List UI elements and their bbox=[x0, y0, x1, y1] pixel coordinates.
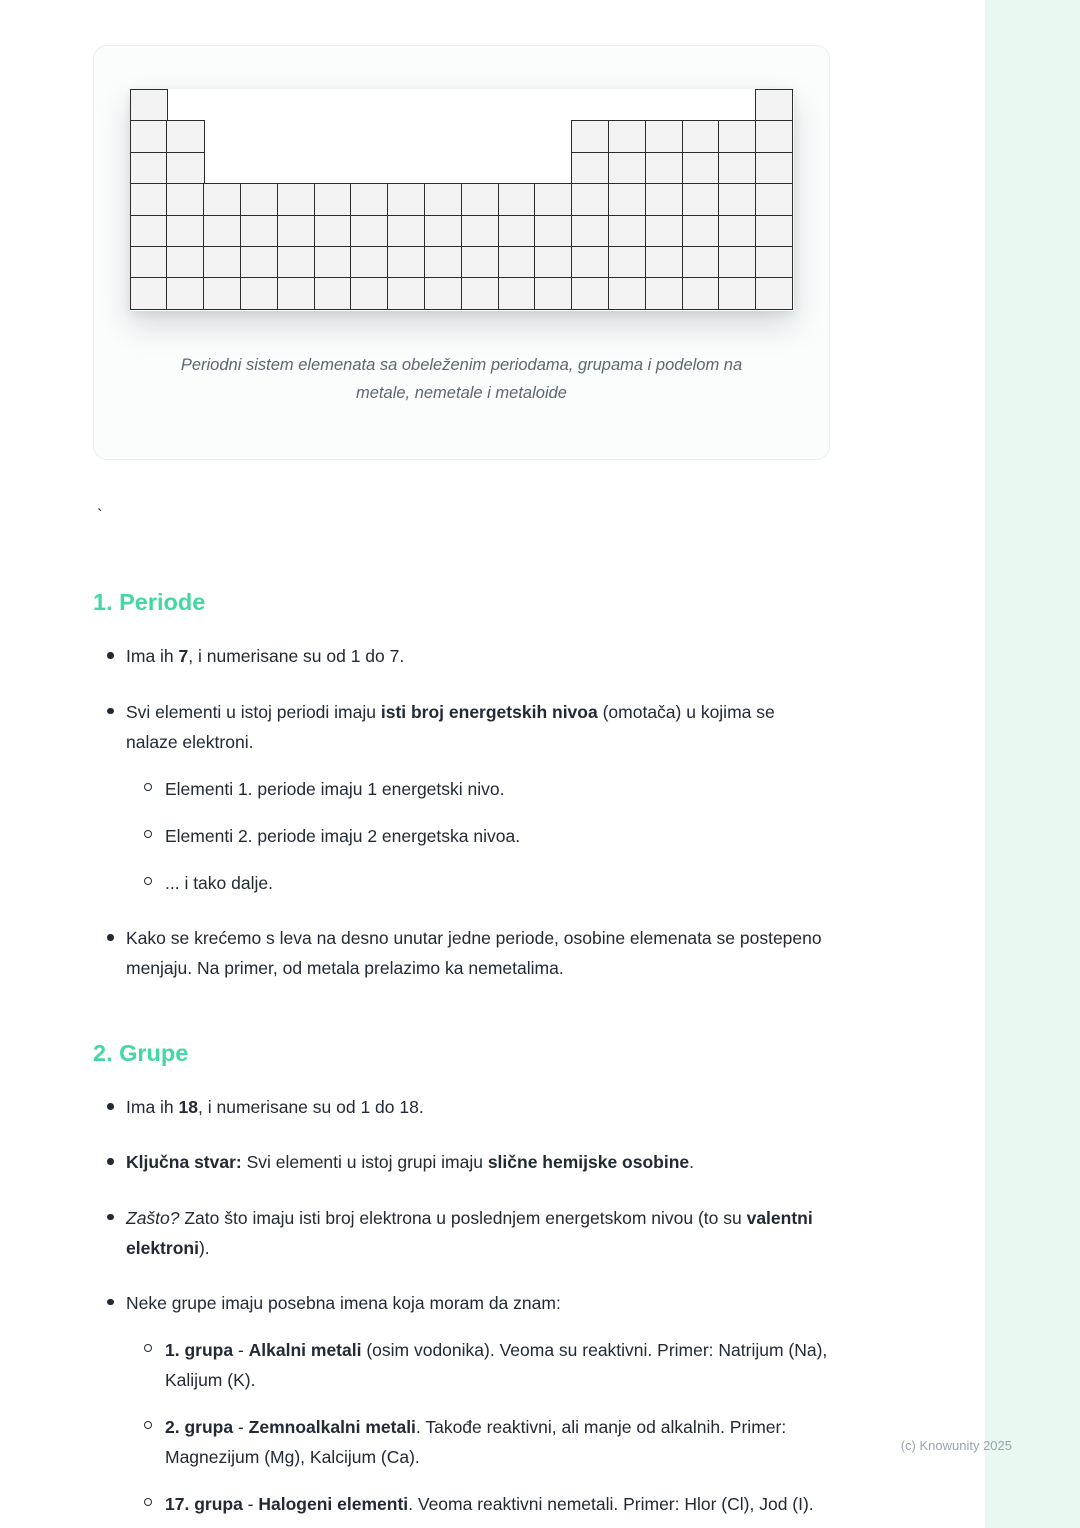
periodic-table-cell bbox=[571, 246, 609, 279]
periodic-table-cell bbox=[350, 246, 388, 279]
periodic-table-cell bbox=[755, 246, 793, 279]
periodic-table-cell bbox=[277, 215, 315, 248]
periodic-table-cell bbox=[755, 215, 793, 248]
periodic-table-cell bbox=[608, 246, 646, 279]
periodic-table-cell bbox=[130, 89, 168, 122]
periodic-table-cell bbox=[350, 277, 388, 310]
text-segment: Alkalni metali bbox=[248, 1339, 362, 1360]
bullet-text bbox=[126, 1203, 830, 1263]
periodic-table-cell bbox=[203, 277, 241, 310]
figure-caption-line1: Periodni sistem elemenata sa obeleženim periodama, grupama i podelom na bbox=[180, 355, 743, 374]
periodic-table-cell bbox=[682, 152, 720, 185]
periodic-table-cell bbox=[314, 215, 352, 248]
text-segment: slične hemijske osobine bbox=[487, 1152, 690, 1173]
text-segment: Zemnoalkalni metali bbox=[248, 1417, 416, 1438]
sub-bullet-item bbox=[144, 1489, 830, 1519]
sub-bullet-text bbox=[165, 1412, 830, 1472]
bullet-list bbox=[93, 641, 830, 983]
text-segment: ). bbox=[198, 1237, 210, 1258]
text-segment: Ima ih bbox=[126, 646, 179, 667]
bullet-item bbox=[107, 1203, 830, 1263]
text-segment: 17. grupa bbox=[165, 1494, 243, 1515]
text-segment: (osim vodonika). Veoma su reaktivni. Primer: Natrijum (Na), Kalijum (K). bbox=[165, 1339, 828, 1390]
periodic-table-cell bbox=[498, 277, 536, 310]
bullet-text bbox=[126, 641, 830, 671]
periodic-table-cell bbox=[682, 215, 720, 248]
bullet-item bbox=[107, 1147, 830, 1177]
sub-bullet-text bbox=[165, 868, 830, 898]
periodic-table-cell bbox=[682, 183, 720, 216]
text-segment: . Takođe reaktivni, ali manje od alkalnih. Primer: Magnezijum (Mg), Kalcijum (Ca). bbox=[165, 1417, 787, 1468]
text-segment: 18 bbox=[178, 1097, 198, 1118]
sub-bullet-item bbox=[144, 1335, 830, 1395]
bullet-text bbox=[126, 1147, 830, 1177]
periodic-table-cell bbox=[461, 277, 499, 310]
periodic-table-cell bbox=[498, 246, 536, 279]
bullet-text bbox=[126, 1288, 830, 1318]
periodic-table-cell bbox=[387, 183, 425, 216]
periodic-table-cell bbox=[240, 183, 278, 216]
periodic-table-cell bbox=[682, 120, 720, 153]
text-segment: Kako se krećemo s leva na desno unutar jedne periode, osobine elemenata se postepeno menjaju. Na primer, od metala prelazimo ka nemetalima. bbox=[126, 928, 822, 979]
periodic-table-cell bbox=[203, 246, 241, 279]
periodic-table-cell bbox=[130, 120, 168, 153]
sub-bullet-text bbox=[165, 1335, 830, 1395]
periodic-table-cell bbox=[166, 183, 204, 216]
periodic-table-cell bbox=[718, 246, 756, 279]
periodic-table-cell bbox=[166, 215, 204, 248]
side-strip bbox=[985, 0, 1080, 1528]
periodic-table-cell bbox=[718, 120, 756, 153]
periodic-table-cell bbox=[424, 215, 462, 248]
periodic-table-cell bbox=[755, 152, 793, 185]
text-segment: valentni elektroni bbox=[126, 1207, 813, 1258]
periodic-table-cell bbox=[166, 246, 204, 279]
periodic-table-cell bbox=[424, 246, 462, 279]
periodic-table-figure bbox=[130, 89, 794, 311]
text-segment: Ključna stvar: bbox=[126, 1152, 242, 1173]
figure-caption-line2: metale, nemetale i metaloide bbox=[356, 383, 567, 402]
bullet-item bbox=[107, 641, 830, 671]
periodic-table-cell bbox=[755, 183, 793, 216]
sub-bullet-item bbox=[144, 821, 830, 851]
periodic-table-cell bbox=[203, 215, 241, 248]
periodic-table-cell bbox=[571, 152, 609, 185]
text-segment: Halogeni elementi bbox=[258, 1494, 409, 1515]
periodic-table-cell bbox=[314, 277, 352, 310]
periodic-table-cell bbox=[571, 277, 609, 310]
sub-bullet-item bbox=[144, 774, 830, 804]
periodic-table-cell bbox=[130, 152, 168, 185]
text-segment: . Veoma reaktivni nemetali. Primer: Hlor (Cl), Jod (I). bbox=[408, 1494, 814, 1515]
periodic-table-cell bbox=[645, 152, 683, 185]
periodic-table-cell bbox=[645, 215, 683, 248]
periodic-table-card bbox=[93, 45, 830, 460]
sections bbox=[93, 588, 830, 1519]
text-segment: , i numerisane su od 1 do 18. bbox=[198, 1097, 424, 1118]
periodic-table-cell bbox=[682, 277, 720, 310]
bullet-list bbox=[93, 1092, 830, 1519]
periodic-table-cell bbox=[424, 277, 462, 310]
bullet-text bbox=[126, 697, 830, 757]
text-segment: Zašto? bbox=[126, 1207, 180, 1228]
periodic-table-cell bbox=[461, 215, 499, 248]
periodic-table-cell bbox=[240, 246, 278, 279]
periodic-table-cell bbox=[277, 183, 315, 216]
periodic-table-cell bbox=[571, 120, 609, 153]
sub-bullet-text bbox=[165, 1489, 830, 1519]
text-segment: ... i tako dalje. bbox=[165, 872, 273, 893]
periodic-table-cell bbox=[387, 215, 425, 248]
bullet-item bbox=[107, 923, 830, 983]
periodic-table-cell bbox=[718, 152, 756, 185]
periodic-table-cell bbox=[645, 183, 683, 216]
periodic-table-cell bbox=[755, 89, 793, 122]
periodic-table-cell bbox=[718, 215, 756, 248]
periodic-table-cell bbox=[314, 246, 352, 279]
text-segment: . bbox=[689, 1152, 695, 1173]
periodic-table-cell bbox=[571, 183, 609, 216]
periodic-table-cell bbox=[461, 183, 499, 216]
periodic-table-cell bbox=[498, 183, 536, 216]
periodic-table-cell bbox=[387, 277, 425, 310]
sub-bullet-list bbox=[126, 1335, 830, 1519]
periodic-table-cell bbox=[350, 183, 388, 216]
periodic-table-cell bbox=[130, 246, 168, 279]
text-segment: Neke grupe imaju posebna imena koja moram da znam: bbox=[126, 1292, 561, 1313]
periodic-table-cell bbox=[166, 120, 204, 153]
periodic-table-cell bbox=[203, 183, 241, 216]
bullet-item bbox=[107, 697, 830, 898]
periodic-table-cell bbox=[387, 246, 425, 279]
periodic-table-cell bbox=[534, 183, 572, 216]
bullet-item bbox=[107, 1092, 830, 1122]
periodic-table-cell bbox=[461, 246, 499, 279]
text-segment: 7 bbox=[178, 646, 189, 667]
periodic-table-cell bbox=[645, 277, 683, 310]
sub-bullet-text bbox=[165, 821, 830, 851]
sub-bullet-text bbox=[165, 774, 830, 804]
periodic-table-cell bbox=[130, 183, 168, 216]
periodic-table-cell bbox=[350, 215, 388, 248]
periodic-table-cell bbox=[277, 277, 315, 310]
periodic-table-cell bbox=[534, 215, 572, 248]
text-segment: Svi elementi u istoj periodi imaju bbox=[126, 701, 381, 722]
periodic-table-cell bbox=[277, 246, 315, 279]
text-segment: 2. grupa bbox=[165, 1417, 234, 1438]
periodic-table-cell bbox=[608, 183, 646, 216]
text-segment: Elementi 1. periode imaju 1 energetski nivo. bbox=[165, 778, 505, 799]
periodic-table-cell bbox=[424, 183, 462, 216]
bullet-text bbox=[126, 1092, 830, 1122]
periodic-table-cell bbox=[755, 277, 793, 310]
periodic-table-cell bbox=[718, 277, 756, 310]
sub-bullet-item bbox=[144, 1412, 830, 1472]
periodic-table-cell bbox=[166, 277, 204, 310]
text-segment: , i numerisane su od 1 do 7. bbox=[188, 646, 405, 667]
section-heading: 1. Periode bbox=[93, 589, 206, 616]
bullet-text bbox=[126, 923, 830, 983]
periodic-table-cell bbox=[682, 246, 720, 279]
text-segment: Svi elementi u istoj grupi imaju bbox=[241, 1152, 488, 1173]
periodic-table-cell bbox=[645, 246, 683, 279]
periodic-table-cell bbox=[240, 215, 278, 248]
text-segment: 1. grupa bbox=[165, 1339, 234, 1360]
text-segment: - bbox=[242, 1494, 259, 1515]
sub-bullet-item bbox=[144, 868, 830, 898]
periodic-table-cell bbox=[718, 183, 756, 216]
periodic-table-cell bbox=[314, 183, 352, 216]
text-segment: (omotača) u kojima se nalaze elektroni. bbox=[126, 701, 775, 752]
figure-caption bbox=[137, 351, 786, 408]
periodic-table-cell bbox=[645, 120, 683, 153]
periodic-table-cell bbox=[608, 120, 646, 153]
sub-bullet-list bbox=[126, 774, 830, 898]
periodic-table-cell bbox=[130, 215, 168, 248]
bullet-item bbox=[107, 1288, 830, 1520]
periodic-table-cell bbox=[755, 120, 793, 153]
periodic-table-cell bbox=[571, 215, 609, 248]
periodic-table-cell bbox=[608, 277, 646, 310]
periodic-table-cell bbox=[608, 152, 646, 185]
content-column bbox=[93, 45, 830, 1521]
periodic-table-cell bbox=[498, 215, 536, 248]
text-segment: Zato što imaju isti broj elektrona u poslednjem energetskom nivou (to su bbox=[179, 1207, 747, 1228]
periodic-table-cell bbox=[130, 277, 168, 310]
periodic-table-cell bbox=[534, 246, 572, 279]
text-segment: - bbox=[233, 1417, 249, 1438]
periodic-table-cell bbox=[166, 152, 204, 185]
stray-backtick: ` bbox=[97, 506, 103, 526]
section-heading: 2. Grupe bbox=[93, 1040, 189, 1067]
text-segment: Elementi 2. periode imaju 2 energetska nivoa. bbox=[165, 825, 521, 846]
text-segment: - bbox=[233, 1339, 249, 1360]
periodic-table-cell bbox=[534, 277, 572, 310]
text-segment: Ima ih bbox=[126, 1097, 179, 1118]
periodic-table-cell bbox=[608, 215, 646, 248]
copyright-text: (c) Knowunity 2025 bbox=[900, 1438, 1012, 1453]
periodic-table-cell bbox=[240, 277, 278, 310]
text-segment: isti broj energetskih nivoa bbox=[380, 701, 598, 722]
